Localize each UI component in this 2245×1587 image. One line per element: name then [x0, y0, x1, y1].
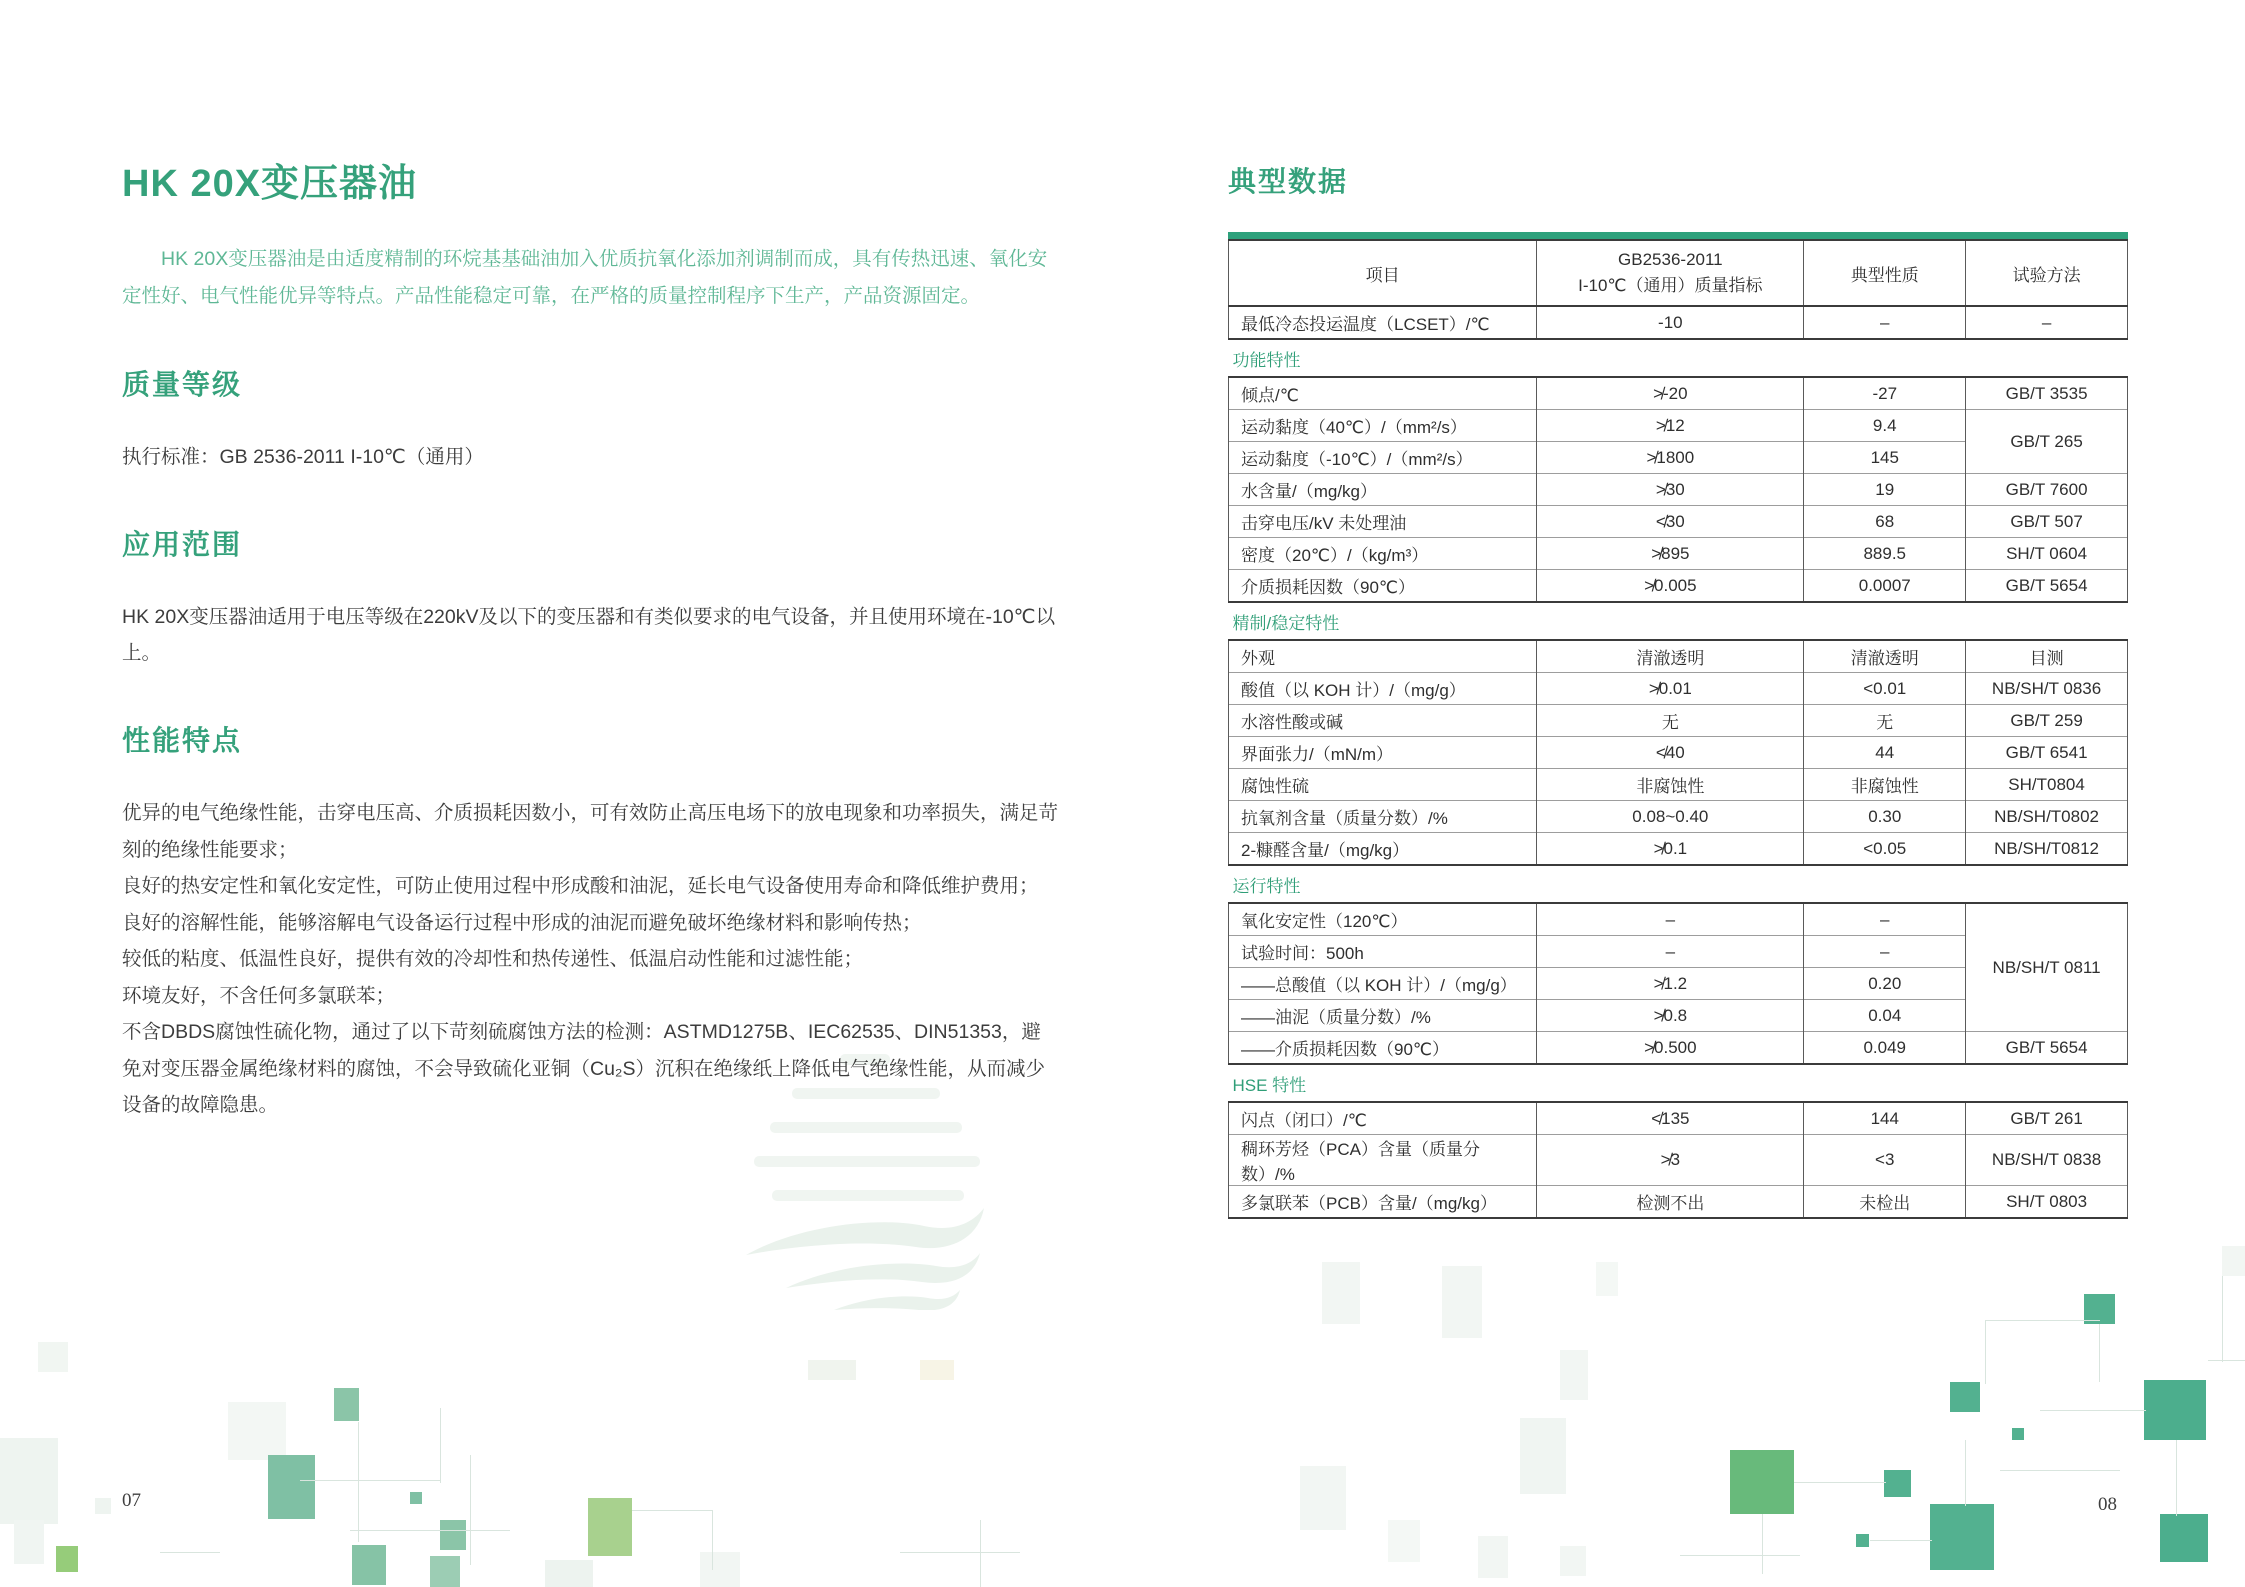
table-section-label: 功能特性 — [1229, 339, 2128, 377]
table-section-row — [1229, 1064, 2128, 1102]
typical-cell: 0.30 — [1804, 801, 1966, 833]
performance-feature-item: 良好的热安定性和氧化安定性，可防止使用过程中形成酸和油泥，延长电气设备使用寿命和降低维护费用； — [122, 875, 1039, 897]
typical-data-table — [1228, 239, 2128, 1219]
typical-cell: <0.05 — [1804, 833, 1966, 866]
table-row — [1229, 377, 2128, 410]
decorative-line — [1985, 1320, 1986, 1384]
table-section-row — [1229, 339, 2128, 377]
decorative-square — [1442, 1266, 1482, 1338]
method-cell: GB/T 7600 — [1966, 474, 2128, 506]
spec-cell: 非腐蚀性 — [1537, 769, 1804, 801]
decorative-line — [2208, 1360, 2245, 1361]
table-row — [1229, 306, 2128, 339]
item-name-cell: 酸值（以 KOH 计）/（mg/g） — [1229, 673, 1537, 705]
decorative-square — [430, 1556, 460, 1587]
decorative-line — [1870, 1540, 1932, 1541]
table-row — [1229, 705, 2128, 737]
table-row — [1229, 1032, 2128, 1065]
item-name-cell: 试验时间：500h — [1229, 936, 1537, 968]
typical-cell: -27 — [1804, 377, 1966, 410]
typical-cell: – — [1804, 306, 1966, 339]
typical-cell: 19 — [1804, 474, 1966, 506]
decorative-square — [1322, 1262, 1360, 1324]
decorative-line — [160, 1552, 220, 1553]
decorative-line — [2000, 1470, 2120, 1471]
spec-cell: -10 — [1537, 306, 1804, 339]
item-name-cell: 运动黏度（-10℃）/（mm²/s） — [1229, 442, 1537, 474]
decorative-square — [95, 1498, 111, 1514]
section-heading-application-scope: 应用范围 — [122, 529, 243, 560]
table-section-row — [1229, 602, 2128, 640]
decorative-square — [0, 1438, 58, 1524]
performance-feature-list — [122, 795, 1060, 1124]
item-name-cell: ——介质损耗因数（90℃） — [1229, 1032, 1537, 1065]
product-intro: HK 20X变压器油是由适度精制的环烷基基础油加入优质抗氧化添加剂调制而成，具有传热迅速、氧化安定性好、电气性能优异等特点。产品性能稳定可靠，在严格的质量控制程序下生产，产品资源固定。 — [122, 248, 1048, 307]
table-row — [1229, 769, 2128, 801]
method-cell: NB/SH/T 0838 — [1966, 1135, 2128, 1186]
decorative-square — [2160, 1514, 2208, 1562]
decorative-square — [2012, 1428, 2024, 1440]
decorative-square — [268, 1455, 315, 1519]
table-row — [1229, 673, 2128, 705]
item-name-cell: 最低冷态投运温度（LCSET）/℃ — [1229, 306, 1537, 339]
decorative-square — [440, 1520, 466, 1550]
decorative-square — [1520, 1418, 1566, 1494]
method-cell: SH/T 0803 — [1966, 1186, 2128, 1219]
col-header-typical: 典型性质 — [1804, 240, 1966, 306]
decorative-square — [2222, 1246, 2245, 1276]
decorative-line — [632, 1510, 712, 1511]
spec-cell: 0.08~0.40 — [1537, 801, 1804, 833]
performance-feature-item: 优异的电气绝缘性能，击穿电压高、介质损耗因数小，可有效防止高压电场下的放电现象和功率损失，满足苛刻的绝缘性能要求； — [122, 802, 1059, 861]
item-name-cell: 水溶性酸或碱 — [1229, 705, 1537, 737]
method-cell: – — [1966, 306, 2128, 339]
spec-cell: – — [1537, 936, 1804, 968]
table-row — [1229, 833, 2128, 866]
method-cell: NB/SH/T0812 — [1966, 833, 2128, 866]
table-section-label: HSE 特性 — [1229, 1064, 2128, 1102]
col-header-spec-line1: GB2536-2011 — [1618, 249, 1723, 269]
spec-cell: 无 — [1537, 705, 1804, 737]
decorative-line — [1985, 1320, 2100, 1321]
typical-cell: <0.01 — [1804, 673, 1966, 705]
item-name-cell: 氧化安定性（120℃） — [1229, 903, 1537, 936]
application-scope-text: HK 20X变压器油适用于电压等级在220kV及以下的变压器和有类似要求的电气设备，并且使用环境在-10℃以上。 — [122, 606, 1056, 664]
page-number-left: 07 — [122, 1490, 141, 1511]
spec-cell: ≯30 — [1537, 474, 1804, 506]
performance-feature-item: 不含DBDS腐蚀性硫化物，通过了以下苛刻硫腐蚀方法的检测：ASTMD1275B、IEC62535、DIN51353，避免对变压器金属绝缘材料的腐蚀，不会导致硫化亚铜（Cu₂S）沉积在绝缘纸上降低电气绝缘性能，从而减少设备的故障隐患。 — [122, 1021, 1046, 1116]
decorative-square — [1884, 1470, 1911, 1497]
decorative-line — [358, 1422, 359, 1542]
decorative-square — [352, 1545, 386, 1585]
decorative-square — [1930, 1504, 1994, 1570]
decorative-square — [228, 1402, 286, 1460]
method-cell: NB/SH/T 0811 — [1966, 903, 2128, 1032]
decorative-square — [1596, 1262, 1618, 1296]
table-row — [1229, 1135, 2128, 1186]
decorative-square — [1856, 1534, 1869, 1547]
decorative-line — [440, 1408, 441, 1483]
typical-cell: 9.4 — [1804, 410, 1966, 442]
table-row — [1229, 903, 2128, 936]
item-name-cell: ——总酸值（以 KOH 计）/（mg/g） — [1229, 968, 1537, 1000]
decorative-square — [410, 1492, 422, 1504]
typical-cell: 0.20 — [1804, 968, 1966, 1000]
decorative-line — [1794, 1482, 1886, 1483]
spec-cell: ≯12 — [1537, 410, 1804, 442]
table-section-row — [1229, 865, 2128, 903]
typical-cell: 清澈透明 — [1804, 640, 1966, 673]
product-title: HK 20X变压器油 — [122, 163, 418, 205]
method-cell: SH/T0804 — [1966, 769, 2128, 801]
typical-cell: 145 — [1804, 442, 1966, 474]
decorative-square — [14, 1520, 44, 1564]
item-name-cell: 2-糠醛含量/（mg/kg） — [1229, 833, 1537, 866]
performance-feature-item: 较低的粘度、低温性良好，提供有效的冷却性和热传递性、低温启动性能和过滤性能； — [122, 948, 864, 970]
table-row — [1229, 1186, 2128, 1219]
decorative-square — [1730, 1450, 1794, 1514]
spec-cell: ≯1.2 — [1537, 968, 1804, 1000]
decorative-line — [2099, 1324, 2100, 1382]
table-row — [1229, 410, 2128, 442]
decorative-line — [1680, 1555, 1800, 1556]
item-name-cell: 水含量/（mg/kg） — [1229, 474, 1537, 506]
method-cell: GB/T 6541 — [1966, 737, 2128, 769]
table-row — [1229, 506, 2128, 538]
performance-feature-item: 良好的溶解性能，能够溶解电气设备运行过程中形成的油泥而避免破坏绝缘材料和影响传热； — [122, 911, 922, 934]
method-cell: GB/T 261 — [1966, 1102, 2128, 1135]
page-number-right: 08 — [2098, 1494, 2117, 1515]
table-section-label: 精制/稳定特性 — [1229, 602, 2128, 640]
decorative-line — [470, 1455, 471, 1565]
table-accent-bar — [1228, 232, 2128, 239]
spec-cell: – — [1537, 903, 1804, 936]
decorative-square — [700, 1552, 740, 1587]
table-header-row — [1229, 240, 2128, 306]
item-name-cell: ——油泥（质量分数）/% — [1229, 1000, 1537, 1032]
decorative-line — [350, 1530, 510, 1531]
method-cell: SH/T 0604 — [1966, 538, 2128, 570]
decorative-square — [808, 1360, 856, 1380]
method-cell: GB/T 3535 — [1966, 377, 2128, 410]
item-name-cell: 外观 — [1229, 640, 1537, 673]
spec-cell: ≯0.01 — [1537, 673, 1804, 705]
decorative-line — [712, 1510, 713, 1570]
method-cell: GB/T 5654 — [1966, 570, 2128, 603]
typical-cell: 68 — [1804, 506, 1966, 538]
method-cell: GB/T 507 — [1966, 506, 2128, 538]
typical-cell: 44 — [1804, 737, 1966, 769]
decorative-line — [2040, 1410, 2146, 1411]
typical-cell: 0.049 — [1804, 1032, 1966, 1065]
decorative-line — [1762, 1514, 1763, 1574]
decorative-square — [334, 1388, 359, 1421]
method-cell: 目测 — [1966, 640, 2128, 673]
item-name-cell: 运动黏度（40℃）/（mm²/s） — [1229, 410, 1537, 442]
table-row — [1229, 737, 2128, 769]
section-heading-typical-data: 典型数据 — [1228, 166, 1349, 197]
item-name-cell: 击穿电压/kV 未处理油 — [1229, 506, 1537, 538]
typical-cell: <3 — [1804, 1135, 1966, 1186]
spec-cell: ≮40 — [1537, 737, 1804, 769]
method-cell: GB/T 259 — [1966, 705, 2128, 737]
quality-standard-text: 执行标准：GB 2536-2011 I-10℃（通用） — [122, 446, 484, 468]
method-cell: NB/SH/T 0836 — [1966, 673, 2128, 705]
decorative-square — [2144, 1380, 2206, 1440]
spec-cell: ≯0.8 — [1537, 1000, 1804, 1032]
item-name-cell: 倾点/℃ — [1229, 377, 1537, 410]
typical-cell: – — [1804, 936, 1966, 968]
decorative-square — [1300, 1466, 1346, 1530]
table-row — [1229, 538, 2128, 570]
item-name-cell: 介质损耗因数（90℃） — [1229, 570, 1537, 603]
col-header-method: 试验方法 — [1966, 240, 2128, 306]
item-name-cell: 腐蚀性硫 — [1229, 769, 1537, 801]
decorative-square — [1950, 1382, 1980, 1412]
spec-cell: ≯0.1 — [1537, 833, 1804, 866]
typical-cell: 0.04 — [1804, 1000, 1966, 1032]
method-cell: GB/T 5654 — [1966, 1032, 2128, 1065]
col-header-spec-line2: I-10℃（通用）质量指标 — [1578, 276, 1763, 295]
typical-cell: 0.0007 — [1804, 570, 1966, 603]
typical-cell: 非腐蚀性 — [1804, 769, 1966, 801]
decorative-square — [1560, 1350, 1588, 1400]
spec-cell: ≯895 — [1537, 538, 1804, 570]
spec-cell: ≯3 — [1537, 1135, 1804, 1186]
decorative-line — [1965, 1440, 1966, 1506]
decorative-square — [1560, 1546, 1586, 1576]
decorative-square — [1388, 1520, 1420, 1562]
spec-cell: ≯0.500 — [1537, 1032, 1804, 1065]
table-row — [1229, 474, 2128, 506]
col-header-item: 项目 — [1229, 240, 1537, 306]
method-cell: NB/SH/T0802 — [1966, 801, 2128, 833]
typical-cell: – — [1804, 903, 1966, 936]
item-name-cell: 密度（20℃）/（kg/m³） — [1229, 538, 1537, 570]
typical-cell: 未检出 — [1804, 1186, 1966, 1219]
spec-cell: 清澈透明 — [1537, 640, 1804, 673]
right-page — [1228, 152, 2128, 1219]
performance-feature-item: 环境友好，不含任何多氯联苯； — [122, 984, 396, 1007]
spec-cell: ≮30 — [1537, 506, 1804, 538]
table-row — [1229, 570, 2128, 603]
spec-cell: ≮135 — [1537, 1102, 1804, 1135]
item-name-cell: 多氯联苯（PCB）含量/（mg/kg） — [1229, 1186, 1537, 1219]
item-name-cell: 闪点（闭口）/℃ — [1229, 1102, 1537, 1135]
decorative-line — [900, 1552, 1020, 1553]
decorative-line — [2222, 1276, 2223, 1362]
spec-cell: ≯-20 — [1537, 377, 1804, 410]
decorative-square — [545, 1560, 593, 1587]
table-section-label: 运行特性 — [1229, 865, 2128, 903]
spec-cell: 检测不出 — [1537, 1186, 1804, 1219]
decorative-line — [2176, 1440, 2177, 1516]
method-cell: GB/T 265 — [1966, 410, 2128, 474]
section-heading-performance-features: 性能特点 — [122, 725, 243, 756]
typical-cell: 无 — [1804, 705, 1966, 737]
table-row — [1229, 640, 2128, 673]
item-name-cell: 界面张力/（mN/m） — [1229, 737, 1537, 769]
section-heading-quality-grade: 质量等级 — [122, 369, 243, 400]
spec-cell: ≯1800 — [1537, 442, 1804, 474]
decorative-square — [38, 1342, 68, 1372]
decorative-square — [1478, 1536, 1508, 1578]
col-header-spec — [1537, 240, 1804, 306]
decorative-square — [920, 1360, 954, 1380]
table-row — [1229, 1102, 2128, 1135]
table-row — [1229, 801, 2128, 833]
item-name-cell: 抗氧剂含量（质量分数）/% — [1229, 801, 1537, 833]
spec-cell: ≯0.005 — [1537, 570, 1804, 603]
decorative-square — [56, 1546, 78, 1572]
item-name-cell: 稠环芳烃（PCA）含量（质量分数）/% — [1229, 1135, 1537, 1186]
typical-cell: 144 — [1804, 1102, 1966, 1135]
decorative-line — [300, 1480, 440, 1481]
decorative-square — [588, 1498, 632, 1556]
typical-cell: 889.5 — [1804, 538, 1966, 570]
left-page — [122, 152, 1060, 1124]
decorative-line — [980, 1520, 981, 1587]
